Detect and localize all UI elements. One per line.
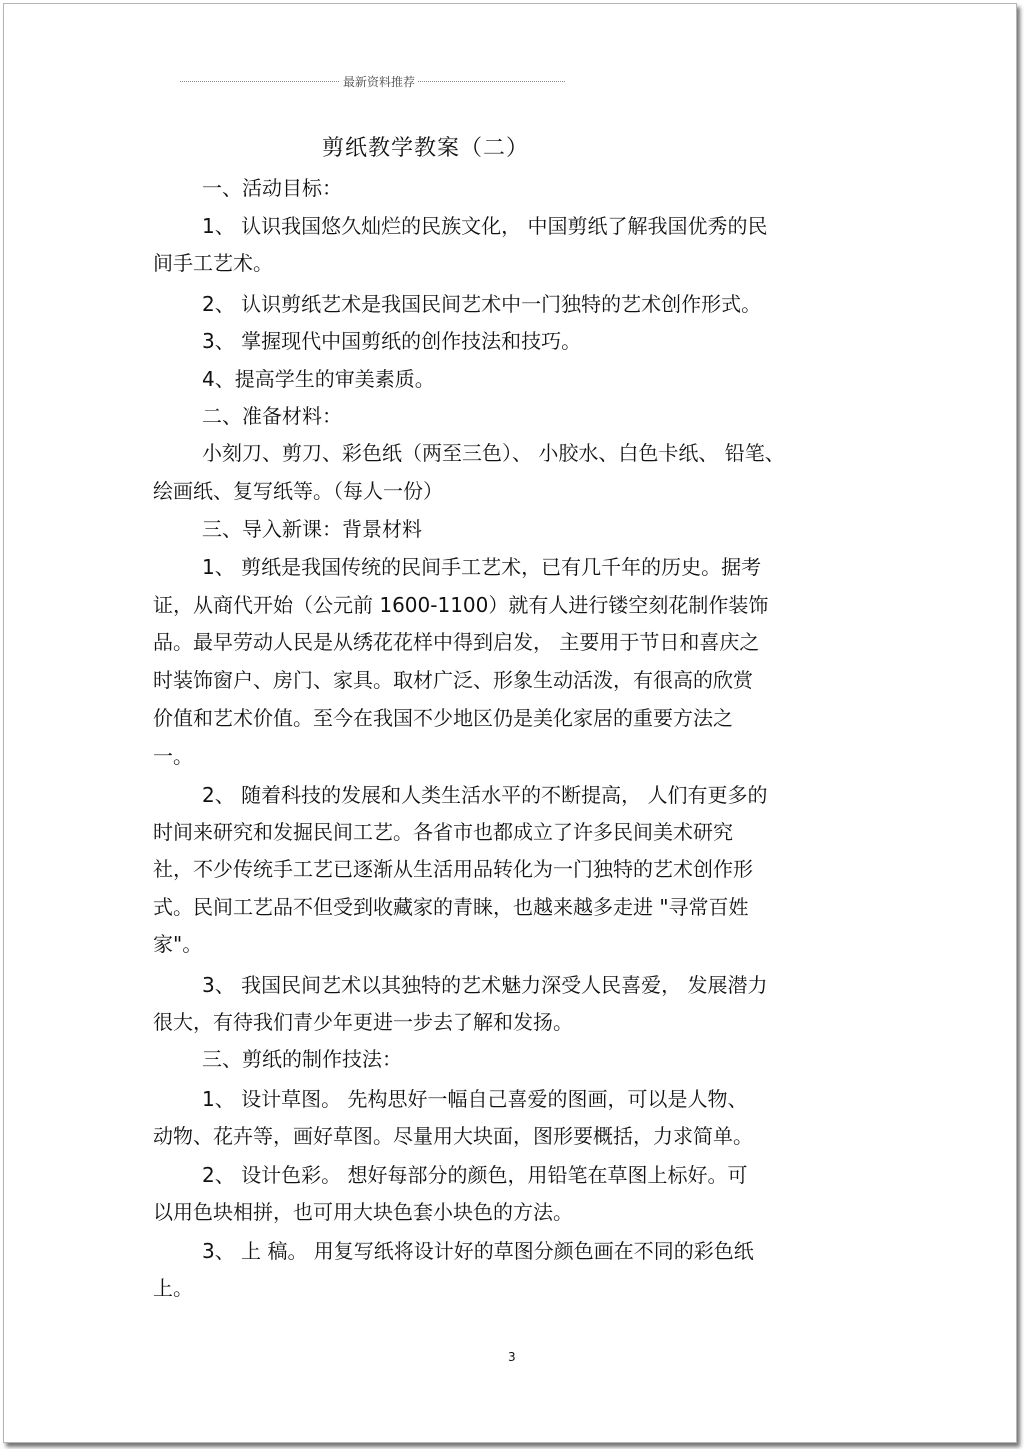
text-line: 间手工艺术。: [153, 251, 273, 275]
document-title: 剪纸教学教案（二）: [322, 136, 530, 161]
text-line: 家"。: [153, 932, 203, 956]
text-line: 3、 掌握现代中国剪纸的创作技法和技巧。: [202, 329, 582, 353]
header-label: 最新资料推荐: [340, 73, 418, 90]
text-line: 2、 认识剪纸艺术是我国民间艺术中一门独特的艺术创作形式。: [202, 292, 762, 316]
text-line: 3、 上 稿。 用复写纸将设计好的草图分颜色画在不同的彩色纸: [202, 1239, 754, 1263]
text-line: 证，从商代开始（公元前 1600-1100）就有人进行镂空刻花制作装饰: [153, 593, 769, 617]
page-number: 3: [508, 1350, 516, 1364]
text-line: 品。最早劳动人民是从绣花花样中得到启发， 主要用于节日和喜庆之: [153, 630, 760, 654]
text-line: 1、 认识我国悠久灿烂的民族文化， 中国剪纸了解我国优秀的民: [202, 214, 768, 238]
text-line: 绘画纸、复写纸等。（每人一份）: [153, 479, 443, 503]
page-header: [180, 68, 565, 92]
text-line: 二、准备材料：: [202, 404, 342, 428]
text-line: 式。民间工艺品不但受到收藏家的青睐，也越来越多走进 "寻常百姓: [153, 895, 749, 919]
text-line: 三、剪纸的制作技法：: [202, 1047, 402, 1071]
text-line: 上。: [153, 1276, 193, 1300]
text-line: 小刻刀、剪刀、彩色纸（两至三色）、 小胶水、白色卡纸、 铅笔、: [202, 441, 785, 465]
text-line: 三、导入新课：背景材料: [202, 517, 422, 541]
text-line: 2、 随着科技的发展和人类生活水平的不断提高， 人们有更多的: [202, 783, 768, 807]
text-line: 时装饰窗户、房门、家具。取材广泛、形象生动活泼，有很高的欣赏: [153, 668, 753, 692]
text-line: 3、 我国民间艺术以其独特的艺术魅力深受人民喜爱， 发展潜力: [202, 973, 768, 997]
text-line: 2、 设计色彩。 想好每部分的颜色，用铅笔在草图上标好。可: [202, 1163, 748, 1187]
text-line: 4、提高学生的审美素质。: [202, 367, 435, 391]
text-line: 很大，有待我们青少年更进一步去了解和发扬。: [153, 1010, 573, 1034]
text-line: 社，不少传统手工艺已逐渐从生活用品转化为一门独特的艺术创作形: [153, 857, 753, 881]
text-line: 1、 剪纸是我国传统的民间手工艺术，已有几千年的历史。据考: [202, 555, 762, 579]
text-line: 一。: [153, 744, 193, 768]
text-line: 以用色块相拼，也可用大块色套小块色的方法。: [153, 1200, 573, 1224]
text-line: 1、 设计草图。 先构思好一幅自己喜爱的图画，可以是人物、: [202, 1087, 748, 1111]
text-line: 时间来研究和发掘民间工艺。各省市也都成立了许多民间美术研究: [153, 820, 733, 844]
text-line: 价值和艺术价值。至今在我国不少地区仍是美化家居的重要方法之: [153, 706, 733, 730]
text-line: 动物、花卉等，画好草图。尽量用大块面，图形要概括，力求简单。: [153, 1124, 753, 1148]
text-line: 一、活动目标：: [202, 176, 342, 200]
